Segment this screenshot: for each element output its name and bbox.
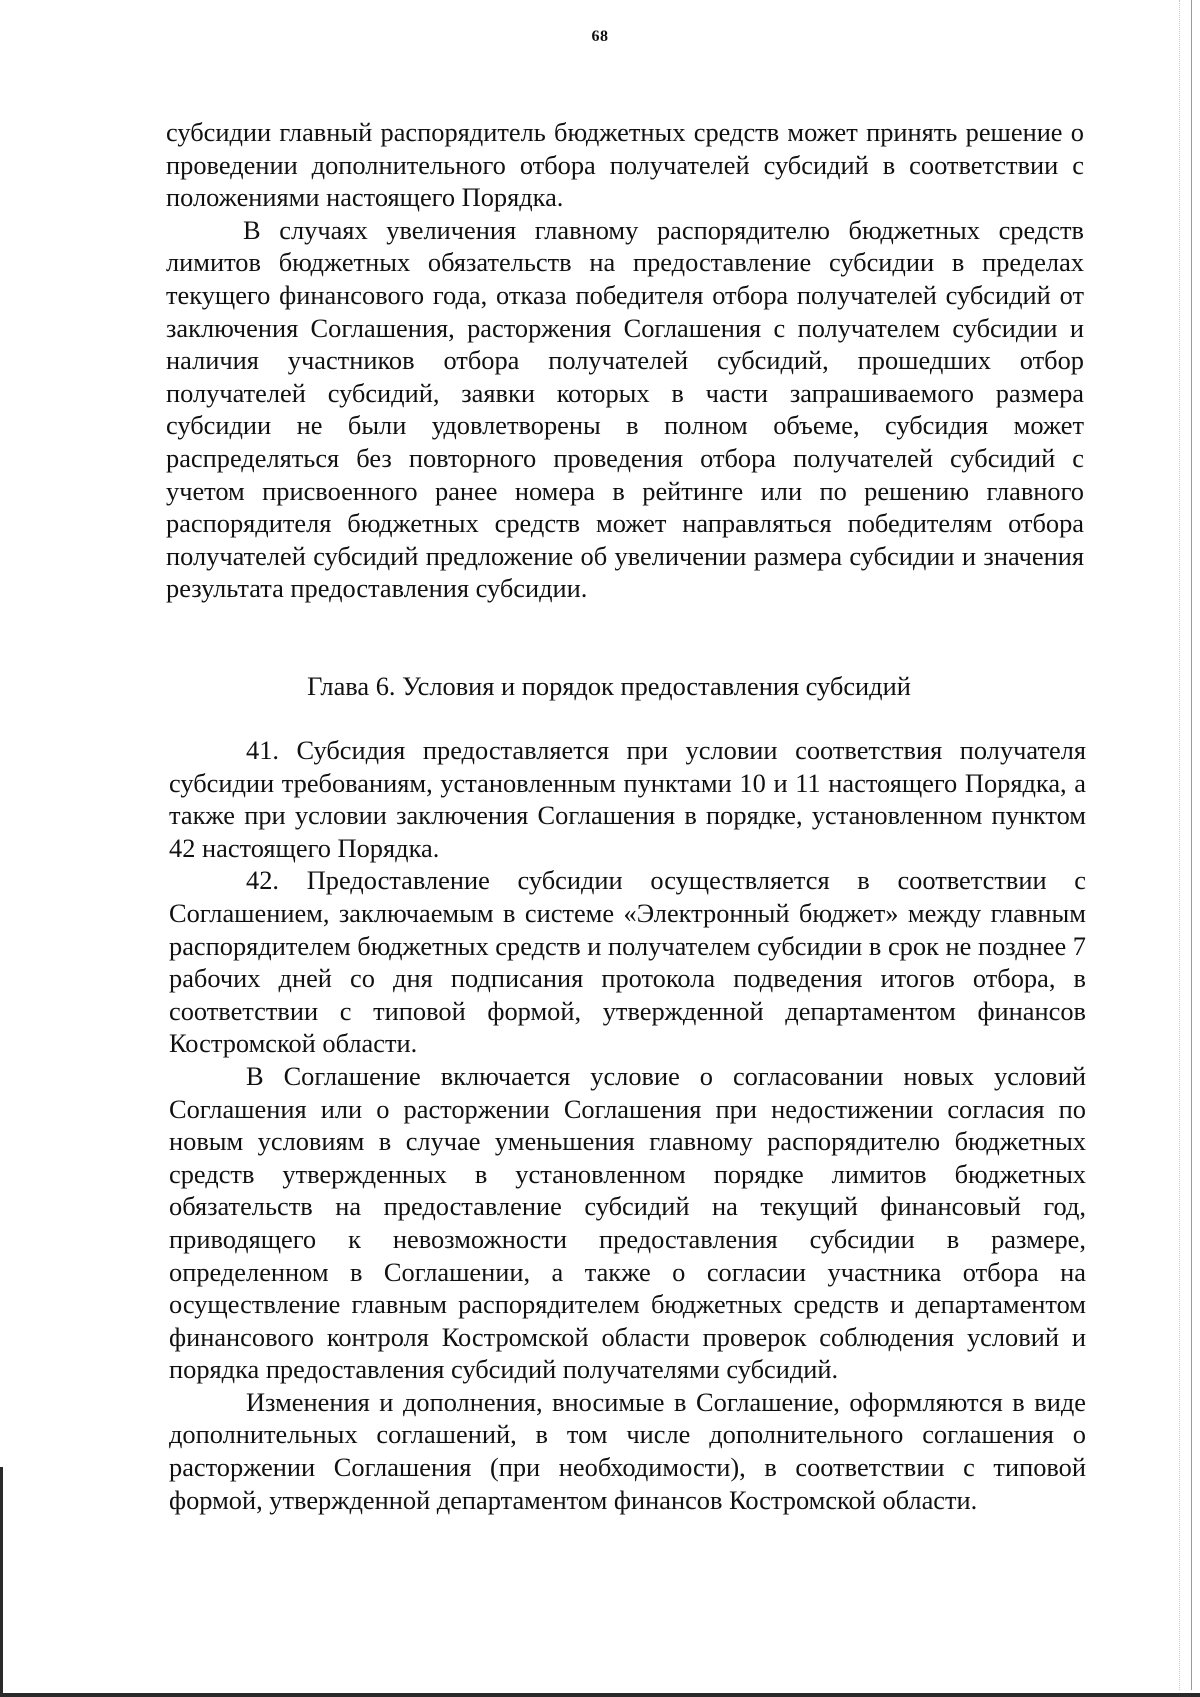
scan-edge-right <box>1191 0 1192 1690</box>
chapter-heading: Глава 6. Условия и порядок предоставления субсидий <box>307 671 911 701</box>
paragraph-agreement-conditions: В Соглашение включается условие о согласовании новых условий Соглашения или о расторжении Соглашения при недостижении согласия по новым условиям в случае уменьшения главному распорядителю бюджетных средств утвержденных в установленном порядке лимитов бюджетных обязательств на предоставление субсидий на текущий финансовый год, приводящего к невозможности предоставления субсидии в размере, определенном в Соглашении, а также о согласии участника отбора на осуществление главным распорядителем бюджетных средств и департаментом финансового контроля Костромской области проверок соблюдения условий и порядка предоставления субсидий получателями субсидий. <box>169 1060 1086 1385</box>
scan-edge-bottom <box>0 1693 1200 1697</box>
paragraph-limit-increase: В случаях увеличения главному распорядителю бюджетных средств лимитов бюджетных обязательств на предоставление субсидии в пределах текущего финансового года, отказа победителя отбора получателей субсидий от заключения Соглашения, расторжения Соглашения с получателем субсидии и наличия участников отбора получателей субсидий, прошедших отбор получателей субсидий, заявки которых в части запрашиваемого размера субсидии не были удовлетворены в полном объеме, субсидия может распределяться без повторного проведения отбора получателей субсидий с учетом присвоенного ранее номера в рейтинге или по решению главного распорядителя бюджетных средств может направляться победителям отбора получателей субсидий предложение об увеличении размера субсидии и значения результата предоставления субсидии. <box>166 214 1084 604</box>
paragraph-continuation: субсидии главный распорядитель бюджетных средств может принять решение о проведении дополнительного отбора получателей субсидий в соответствии с положениями настоящего Порядка. <box>166 117 1084 213</box>
paragraph-agreement-amendments: Изменения и дополнения, вносимые в Соглашение, оформляются в виде дополнительных соглашений, в том числе дополнительного соглашения о расторжении Соглашения (при необходимости), в соответствии с типовой формой, утвержденной департаментом финансов Костромской области. <box>169 1386 1086 1515</box>
top-text-section <box>166 116 1084 605</box>
paragraph-clause-41: 41. Субсидия предоставляется при условии соответствия получателя субсидии требованиям, установленным пунктами 10 и 11 настоящего Порядка, а также при условии заключения Соглашения в порядке, установленном пунктом 42 настоящего Порядка. <box>169 735 1086 863</box>
scan-edge-dotted <box>1179 0 1180 1690</box>
paragraph-clause-42: 42. Предоставление субсидии осуществляется в соответствии с Соглашением, заключаемым в системе «Электронный бюджет» между главным распорядителем бюджетных средств и получателем субсидии в срок не позднее 7 рабочих дней со дня подписания протокола подведения итогов отбора, в соответствии с типовой формой, утвержденной департаментом финансов Костромской области. <box>169 865 1086 1059</box>
chapter-6-text-section <box>169 734 1086 1516</box>
scan-edge-left <box>0 1467 3 1697</box>
page-number: 68 <box>591 28 609 45</box>
